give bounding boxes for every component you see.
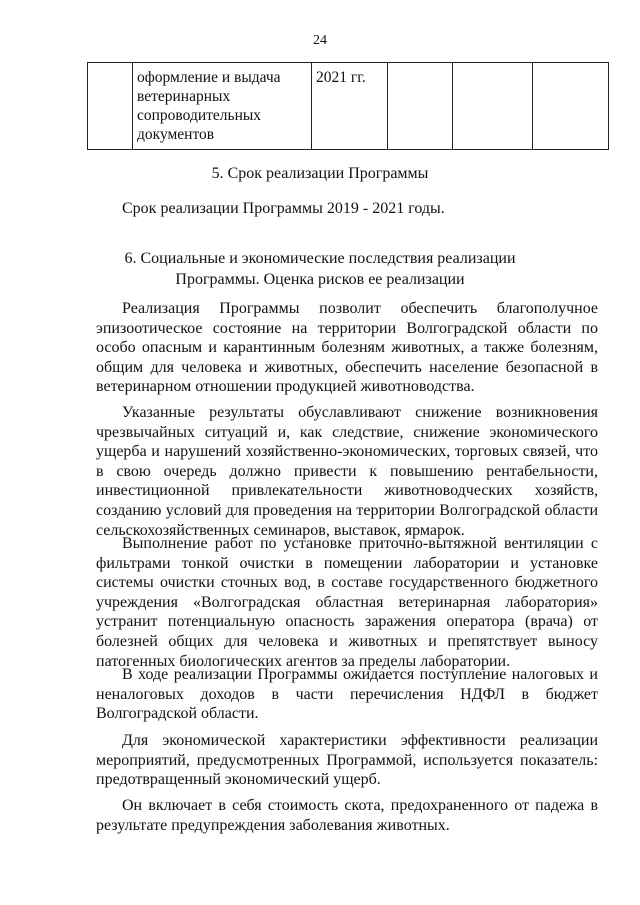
- paragraph: Он включает в себя стоимость скота, предохраненного от падежа в результате предупреждения заболевания животных.: [96, 797, 598, 834]
- table-row: [88, 63, 609, 150]
- paragraph: В ходе реализации Программы ожидается поступление налоговых и неналоговых доходов в части перечисления НДФЛ в бюджет Волгоградской области.: [96, 666, 598, 723]
- program-period-text: Срок реализации Программы 2019 - 2021 годы.: [122, 200, 445, 217]
- table-cell-activity: оформление и выдача ветеринарных сопроводительных документов: [133, 63, 312, 150]
- table-cell-period: 2021 гг.: [312, 63, 388, 150]
- table-cell: [533, 63, 609, 150]
- paragraph: Указанные результаты обуславливают снижение возникновения чрезвычайных ситуаций и, как следствие, снижение экономического ущерба и нарушений хозяйственно-экономических, торговых связей, что в свою очередь должно привести к повышению рентабельности, инвестиционной привлекательности животноводческих хозяйств, созданию условий для проведения на территории Волгоградской области сельскохозяйственных семинаров, выставок, ярмарок.: [96, 404, 598, 539]
- paragraph: Выполнение работ по установке приточно-вытяжной вентиляции с фильтрами тонкой очистки в помещении лаборатории и установке системы очистки сточных вод, в составе государственного бюджетного учреждения «Волгоградская областная ветеринарная лаборатория» устранит потенциальную опасность заражения оператора (врача) от болезней общих для человека и животных и препятствует выносу патогенных биологических агентов за пределы лаборатории.: [96, 535, 598, 670]
- table-cell: [88, 63, 133, 150]
- page-number: 24: [313, 33, 327, 48]
- section-5-heading: 5. Срок реализации Программы: [211, 165, 429, 182]
- section-6-heading-line-2: Программы. Оценка рисков ее реализации: [175, 271, 465, 288]
- program-table: [87, 62, 609, 150]
- section-6-heading-line-1: 6. Социальные и экономические последствия реализации: [124, 250, 516, 267]
- table-cell: [453, 63, 533, 150]
- paragraph: Для экономической характеристики эффективности реализации мероприятий, предусмотренных Программой, используется показатель: предотвращенный экономический ущерб.: [96, 732, 598, 789]
- paragraph: Реализация Программы позволит обеспечить благополучное эпизоотическое состояние на территории Волгоградской области по особо опасным и карантинным болезням животных, а также болезням, общим для человека и животных, обеспечить население безопасной в ветеринарном отношении продукцией животноводства.: [96, 300, 598, 396]
- table-cell: [388, 63, 453, 150]
